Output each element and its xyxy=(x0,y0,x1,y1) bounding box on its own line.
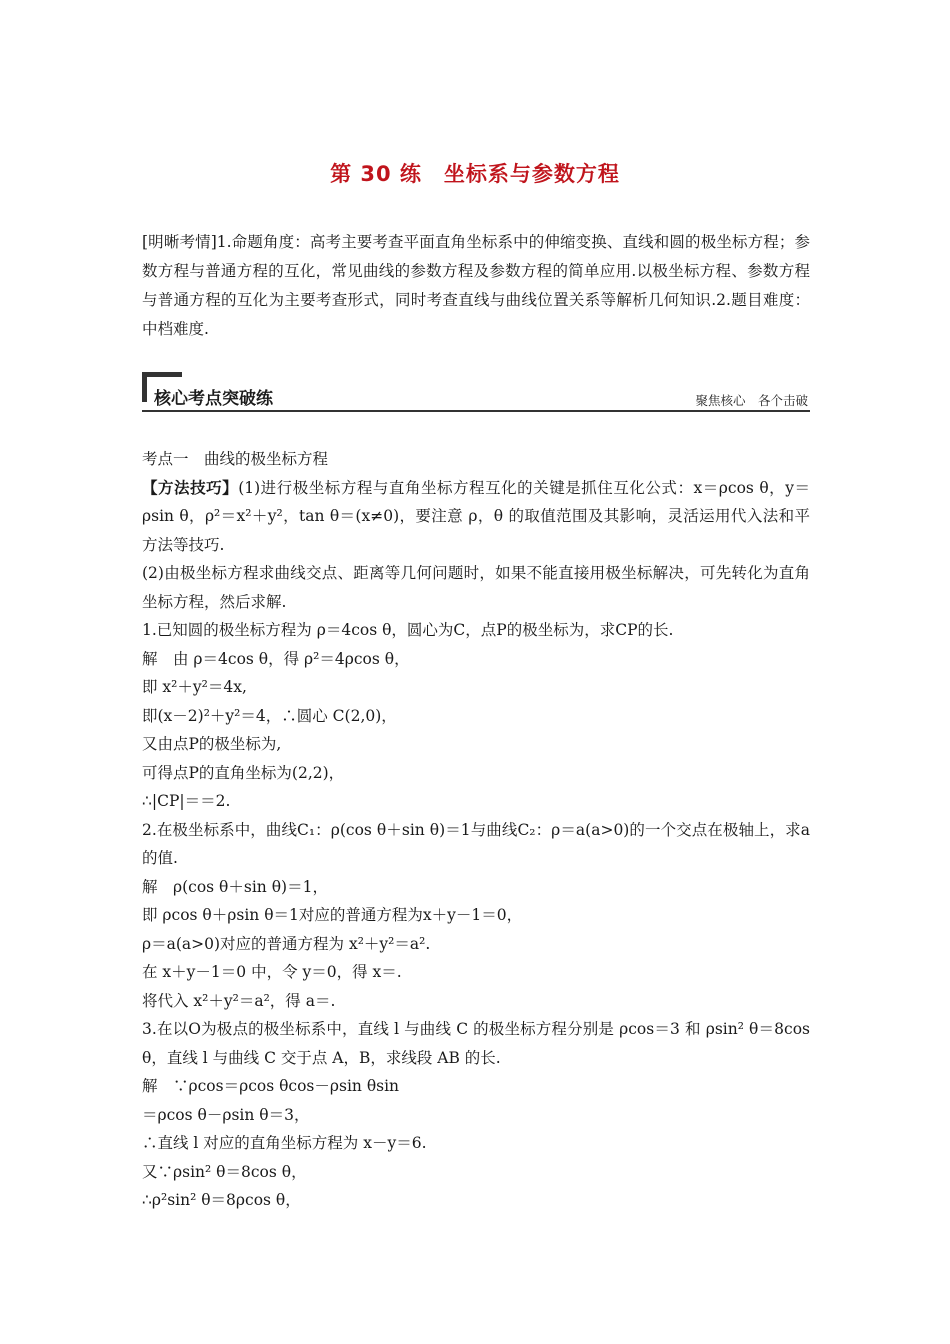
exam-overview: [明晰考情]1.命题角度：高考主要考查平面直角坐标系中的伸缩变换、直线和圆的极坐标方程；参数方程与普通方程的互化，常见曲线的参数方程及参数方程的简单应用.以极坐标方程、参数方程与普通方程的互化为主要考查形式，同时考查直线与曲线位置关系等解析几何知识.2.题目难度：中档难度. xyxy=(142,233,810,338)
solution-line: 可得点P的直角坐标为(2,2)， xyxy=(142,763,345,782)
problem-1: 1.已知圆的极坐标方程为 ρ＝4cos θ，圆心为C，点P的极坐标为，求CP的长. xyxy=(142,621,674,639)
solution-line: 即 x²＋y²＝4x, xyxy=(142,678,247,696)
section-tagline: 聚焦核心 各个击破 xyxy=(695,393,808,408)
method-tip-2: (2)由极坐标方程求曲线交点、距离等几何问题时，如果不能直接用极坐标解决，可先转化为直角坐标方程，然后求解. xyxy=(142,564,810,611)
method-tip-1: 【方法技巧】(1)进行极坐标方程与直角坐标方程互化的关键是抓住互化公式：x＝ρcos θ，y＝ρsin θ，ρ²＝x²＋y²，tan θ＝(x≠0)，要注意 ρ，θ 的取值范围及其影响，灵活运用代入法和平方法等技巧. xyxy=(142,478,810,554)
problem-3: 3.在以O为极点的极坐标系中，直线 l 与曲线 C 的极坐标方程分别是 ρcos＝3 和 ρsin² θ＝8cos θ，直线 l 与曲线 C 交于点 A，B，求线段 AB 的长. xyxy=(142,1020,810,1067)
section-banner xyxy=(142,372,810,416)
problem-2: 2.在极坐标系中，曲线C₁：ρ(cos θ＋sin θ)＝1与曲线C₂：ρ＝a(a>0)的一个交点在极轴上，求a的值. xyxy=(142,820,810,867)
banner-corner-mark xyxy=(142,372,182,377)
solution-line: 在 x＋y－1＝0 中，令 y＝0，得 x＝. xyxy=(142,963,402,981)
solution-line: 即(x－2)²＋y²＝4，∴圆心 C(2,0)， xyxy=(142,706,397,725)
solution-line: ∴ρ²sin² θ＝8ρcos θ， xyxy=(142,1191,301,1209)
solution-line: ∴|CP|＝＝2. xyxy=(142,792,231,810)
solution-line: 解 ρ(cos θ＋sin θ)＝1， xyxy=(142,877,328,896)
solution-line: 即 ρcos θ＋ρsin θ＝1对应的普通方程为x＋y－1＝0， xyxy=(142,906,523,924)
solution-line: ＝ρcos θ－ρsin θ＝3， xyxy=(142,1105,310,1124)
solution-line: 又∵ρsin² θ＝8cos θ， xyxy=(142,1162,307,1181)
topic-heading: 考点一 曲线的极坐标方程 xyxy=(142,450,329,468)
main-content xyxy=(142,445,810,1215)
solution-line: ∴直线 l 对应的直角坐标方程为 x－y＝6. xyxy=(142,1134,427,1152)
section-heading: 核心考点突破练 xyxy=(154,389,273,409)
method-label: 【方法技巧】 xyxy=(142,478,239,497)
solution-line: 解 ∵ρcos＝ρcos θcos－ρsin θsin xyxy=(142,1077,400,1095)
solution-line: 将代入 x²＋y²＝a²，得 a＝. xyxy=(142,991,336,1010)
page-title: 第 30 练 坐标系与参数方程 xyxy=(330,162,620,186)
banner-divider xyxy=(142,410,810,412)
solution-line: ρ＝a(a>0)对应的普通方程为 x²＋y²＝a². xyxy=(142,934,431,953)
solution-line: 解 由 ρ＝4cos θ，得 ρ²＝4ρcos θ， xyxy=(142,649,410,668)
solution-line: 又由点P的极坐标为, xyxy=(142,735,282,753)
